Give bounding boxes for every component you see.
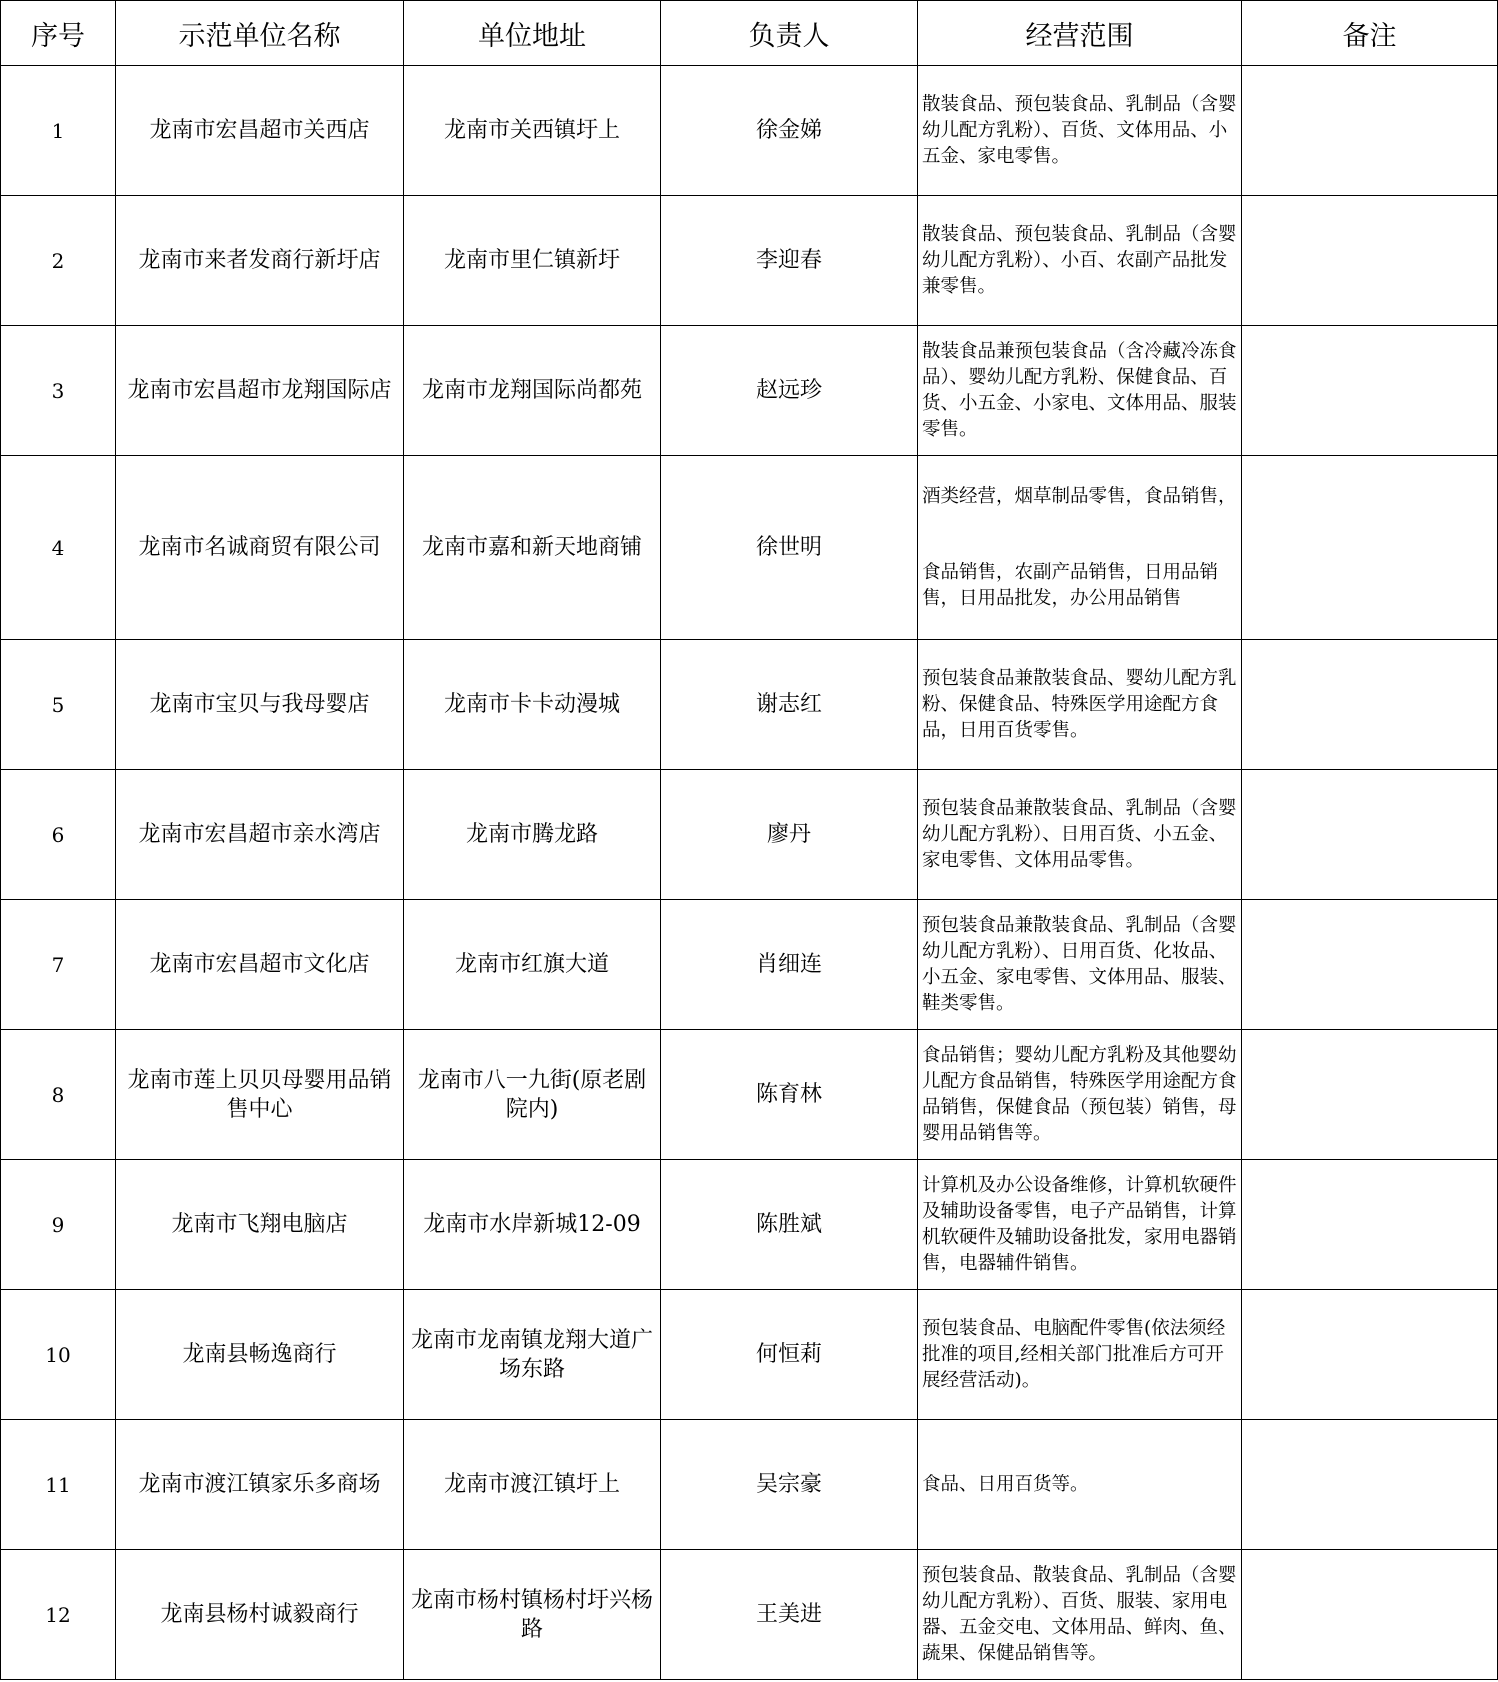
note bbox=[1242, 1550, 1498, 1680]
unit-name: 龙南市莲上贝贝母婴用品销售中心 bbox=[116, 1030, 404, 1160]
note bbox=[1242, 900, 1498, 1030]
person-in-charge: 吴宗豪 bbox=[661, 1420, 918, 1550]
header-no: 序号 bbox=[1, 1, 116, 66]
person-in-charge: 王美进 bbox=[661, 1550, 918, 1680]
table-body bbox=[1, 66, 1498, 1680]
business-scope bbox=[918, 456, 1242, 640]
note bbox=[1242, 66, 1498, 196]
business-scope bbox=[918, 1550, 1242, 1680]
business-scope-text: 食品、日用百货等。 bbox=[922, 1473, 1089, 1495]
row-number: 9 bbox=[1, 1160, 116, 1290]
business-scope-text: 散装食品兼预包装食品（含冷藏冷冻食品）、婴幼儿配方乳粉、保健食品、百货、小五金、小家电、文体用品、服装零售。 bbox=[922, 340, 1237, 440]
person-in-charge: 赵远珍 bbox=[661, 326, 918, 456]
note bbox=[1242, 196, 1498, 326]
row-number: 11 bbox=[1, 1420, 116, 1550]
business-scope bbox=[918, 900, 1242, 1030]
note bbox=[1242, 1420, 1498, 1550]
table-row bbox=[1, 66, 1498, 196]
table-row bbox=[1, 1030, 1498, 1160]
row-number: 6 bbox=[1, 770, 116, 900]
business-scope-text: 预包装食品兼散装食品、乳制品（含婴幼儿配方乳粉）、日用百货、小五金、家电零售、文体用品零售。 bbox=[922, 797, 1237, 871]
business-scope bbox=[918, 1420, 1242, 1550]
unit-name: 龙南市宏昌超市龙翔国际店 bbox=[116, 326, 404, 456]
unit-name: 龙南市渡江镇家乐多商场 bbox=[116, 1420, 404, 1550]
business-scope bbox=[918, 196, 1242, 326]
person-in-charge: 廖丹 bbox=[661, 770, 918, 900]
note bbox=[1242, 640, 1498, 770]
business-scope bbox=[918, 1160, 1242, 1290]
unit-address: 龙南市腾龙路 bbox=[404, 770, 661, 900]
unit-address: 龙南市杨村镇杨村圩兴杨路 bbox=[404, 1550, 661, 1680]
business-scope-text: 预包装食品、散装食品、乳制品（含婴幼儿配方乳粉）、百货、服装、家用电器、五金交电、文体用品、鲜肉、鱼、蔬果、保健品销售等。 bbox=[922, 1564, 1237, 1664]
unit-address: 龙南市渡江镇圩上 bbox=[404, 1420, 661, 1550]
unit-address: 龙南市八一九街(原老剧院内) bbox=[404, 1030, 661, 1160]
unit-name: 龙南市宏昌超市亲水湾店 bbox=[116, 770, 404, 900]
table-row bbox=[1, 456, 1498, 640]
table-row bbox=[1, 1290, 1498, 1420]
row-number: 7 bbox=[1, 900, 116, 1030]
note bbox=[1242, 1290, 1498, 1420]
business-scope-text: 散装食品、预包装食品、乳制品（含婴幼儿配方乳粉）、百货、文体用品、小五金、家电零售。 bbox=[922, 93, 1237, 167]
unit-address: 龙南市里仁镇新圩 bbox=[404, 196, 661, 326]
person-in-charge: 陈胜斌 bbox=[661, 1160, 918, 1290]
business-scope-text: 计算机及办公设备维修，计算机软硬件及辅助设备零售，电子产品销售，计算机软硬件及辅助设备批发，家用电器销售，电器辅件销售。 bbox=[922, 1174, 1237, 1274]
business-scope bbox=[918, 640, 1242, 770]
business-scope-text: 预包装食品、电脑配件零售(依法须经批准的项目,经相关部门批准后方可开展经营活动)。 bbox=[922, 1317, 1226, 1391]
unit-name: 龙南市宝贝与我母婴店 bbox=[116, 640, 404, 770]
person-in-charge: 陈育林 bbox=[661, 1030, 918, 1160]
table-row bbox=[1, 1160, 1498, 1290]
unit-name: 龙南市飞翔电脑店 bbox=[116, 1160, 404, 1290]
table-row bbox=[1, 326, 1498, 456]
table-row bbox=[1, 1420, 1498, 1550]
unit-name: 龙南县畅逸商行 bbox=[116, 1290, 404, 1420]
row-number: 5 bbox=[1, 640, 116, 770]
business-scope-text: 散装食品、预包装食品、乳制品（含婴幼儿配方乳粉）、小百、农副产品批发兼零售。 bbox=[922, 223, 1237, 297]
row-number: 2 bbox=[1, 196, 116, 326]
unit-address: 龙南市水岸新城12-09 bbox=[404, 1160, 661, 1290]
unit-name: 龙南市宏昌超市关西店 bbox=[116, 66, 404, 196]
business-scope bbox=[918, 326, 1242, 456]
person-in-charge: 徐金娣 bbox=[661, 66, 918, 196]
row-number: 10 bbox=[1, 1290, 116, 1420]
table-row bbox=[1, 640, 1498, 770]
note bbox=[1242, 456, 1498, 640]
business-scope-text: 食品销售，农副产品销售，日用品销售，日用品批发，办公用品销售 bbox=[922, 561, 1219, 609]
table-row bbox=[1, 770, 1498, 900]
note bbox=[1242, 1030, 1498, 1160]
unit-address: 龙南市龙南镇龙翔大道广场东路 bbox=[404, 1290, 661, 1420]
table-row bbox=[1, 900, 1498, 1030]
person-in-charge: 肖细连 bbox=[661, 900, 918, 1030]
header-row bbox=[1, 1, 1498, 66]
unit-address: 龙南市卡卡动漫城 bbox=[404, 640, 661, 770]
business-scope bbox=[918, 770, 1242, 900]
unit-name: 龙南市来者发商行新圩店 bbox=[116, 196, 404, 326]
person-in-charge: 李迎春 bbox=[661, 196, 918, 326]
business-scope-text: 食品销售；婴幼儿配方乳粉及其他婴幼儿配方食品销售，特殊医学用途配方食品销售，保健食品（预包装）销售，母婴用品销售等。 bbox=[922, 1044, 1237, 1144]
person-in-charge: 何恒莉 bbox=[661, 1290, 918, 1420]
unit-address: 龙南市嘉和新天地商铺 bbox=[404, 456, 661, 640]
header-scope: 经营范围 bbox=[918, 1, 1242, 66]
unit-name: 龙南县杨村诚毅商行 bbox=[116, 1550, 404, 1680]
note bbox=[1242, 326, 1498, 456]
header-person: 负责人 bbox=[661, 1, 918, 66]
row-number: 1 bbox=[1, 66, 116, 196]
header-note: 备注 bbox=[1242, 1, 1498, 66]
person-in-charge: 谢志红 bbox=[661, 640, 918, 770]
table-header bbox=[1, 1, 1498, 66]
note bbox=[1242, 770, 1498, 900]
header-address: 单位地址 bbox=[404, 1, 661, 66]
business-scope-text: 酒类经营，烟草制品零售，食品销售， bbox=[922, 485, 1237, 507]
row-number: 8 bbox=[1, 1030, 116, 1160]
row-number: 4 bbox=[1, 456, 116, 640]
unit-name: 龙南市宏昌超市文化店 bbox=[116, 900, 404, 1030]
table-row bbox=[1, 196, 1498, 326]
header-unit-name: 示范单位名称 bbox=[116, 1, 404, 66]
row-number: 12 bbox=[1, 1550, 116, 1680]
person-in-charge: 徐世明 bbox=[661, 456, 918, 640]
unit-address: 龙南市关西镇圩上 bbox=[404, 66, 661, 196]
business-scope-text: 预包装食品兼散装食品、乳制品（含婴幼儿配方乳粉）、日用百货、化妆品、小五金、家电零售、文体用品、服装、鞋类零售。 bbox=[922, 914, 1237, 1014]
table-row bbox=[1, 1550, 1498, 1680]
business-scope bbox=[918, 1030, 1242, 1160]
business-scope bbox=[918, 1290, 1242, 1420]
business-scope bbox=[918, 66, 1242, 196]
business-scope-text: 预包装食品兼散装食品、婴幼儿配方乳粉、保健食品、特殊医学用途配方食品，日用百货零售。 bbox=[922, 667, 1237, 741]
unit-name: 龙南市名诚商贸有限公司 bbox=[116, 456, 404, 640]
unit-address: 龙南市龙翔国际尚都苑 bbox=[404, 326, 661, 456]
row-number: 3 bbox=[1, 326, 116, 456]
unit-address: 龙南市红旗大道 bbox=[404, 900, 661, 1030]
note bbox=[1242, 1160, 1498, 1290]
